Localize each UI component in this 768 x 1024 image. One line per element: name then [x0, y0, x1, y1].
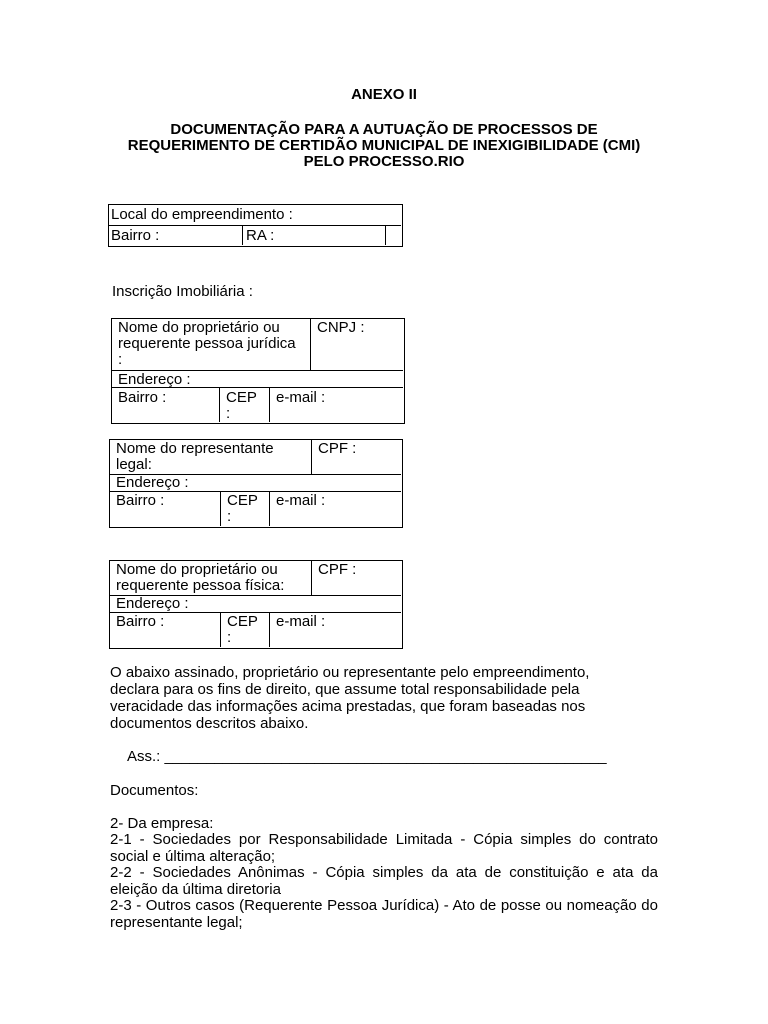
representative-table: [109, 439, 403, 528]
owner-pf-table: [109, 560, 403, 649]
document-title-line-3: PELO PROCESSO.RIO: [303, 153, 465, 170]
owner-pj-name-label-line-2: requerente pessoa jurídica: [118, 335, 296, 352]
owner-pf-name-label-line-1: Nome do proprietário ou: [116, 561, 278, 578]
owner-pf-name-label-line-2: requerente pessoa física:: [116, 577, 285, 594]
table-divider: [385, 225, 386, 245]
table-divider: [220, 612, 221, 647]
representative-name-label-line-1: Nome do representante: [116, 440, 274, 457]
ra-field-label: RA :: [246, 227, 275, 244]
email-field-label: e-mail :: [276, 389, 326, 406]
document-item-2-2: 2-2 - Sociedades Anônimas - Cópia simples da ata de constituição e ata da eleição da última diretoria: [110, 864, 658, 898]
table-divider: [269, 612, 270, 647]
table-divider: [311, 561, 312, 595]
document-title-line-2: REQUERIMENTO DE CERTIDÃO MUNICIPAL DE INEXIGIBILIDADE (CMI): [127, 137, 641, 154]
signature-line: Ass.: _____________________________________________________: [127, 748, 607, 765]
table-divider: [242, 225, 243, 245]
table-divider: [269, 387, 270, 422]
inscricao-label: Inscrição Imobiliária :: [112, 283, 253, 300]
document-item-2-1: 2-1 - Sociedades por Responsabilidade Limitada - Cópia simples do contrato social e última alteração;: [110, 831, 658, 865]
cep-field-label: CEP: [227, 613, 258, 630]
cep-field-label: CEP: [227, 492, 258, 509]
email-field-label: e-mail :: [276, 492, 326, 509]
table-divider: [109, 225, 401, 226]
table-divider: [220, 491, 221, 526]
documents-section-title: 2- Da empresa:: [110, 815, 214, 832]
table-divider: [269, 491, 270, 526]
cnpj-field-label: CNPJ :: [317, 319, 365, 336]
bairro-field-label: Bairro :: [116, 492, 165, 509]
cep-field-label-colon: :: [227, 508, 232, 525]
cep-field-label-colon: :: [227, 629, 232, 646]
cep-field-label-colon: :: [226, 405, 231, 422]
bairro-field-label: Bairro :: [118, 389, 167, 406]
bairro-field-label: Bairro :: [116, 613, 165, 630]
declaration-line-1: O abaixo assinado, proprietário ou representante pelo empreendimento,: [110, 664, 590, 681]
table-divider: [311, 440, 312, 474]
representative-name-label-line-2: legal:: [116, 456, 152, 473]
email-field-label: e-mail :: [276, 613, 326, 630]
cpf-field-label: CPF :: [318, 561, 357, 578]
bairro-field-label: Bairro :: [111, 227, 160, 244]
endereco-field-label: Endereço :: [118, 371, 191, 388]
declaration-line-2: declara para os fins de direito, que assume total responsabilidade pela: [110, 681, 580, 698]
owner-pj-name-label-line-1: Nome do proprietário ou: [118, 319, 280, 336]
table-divider: [219, 387, 220, 422]
cep-field-label: CEP: [226, 389, 257, 406]
table-divider: [310, 319, 311, 370]
declaration-line-3: veracidade das informações acima prestadas, que foram baseadas nos: [110, 698, 586, 715]
endereco-field-label: Endereço :: [116, 595, 189, 612]
location-table: [108, 204, 403, 247]
declaration-line-4: documentos descritos abaixo.: [110, 715, 309, 732]
document-item-2-3: 2-3 - Outros casos (Requerente Pessoa Jurídica) - Ato de posse ou nomeação do representante legal;: [110, 897, 658, 931]
cpf-field-label: CPF :: [318, 440, 357, 457]
local-field-label: Local do empreendimento :: [111, 206, 293, 223]
documents-heading: Documentos:: [110, 782, 199, 799]
document-title-line-1: DOCUMENTAÇÃO PARA A AUTUAÇÃO DE PROCESSOS DE: [170, 121, 598, 138]
owner-pj-table: [111, 318, 405, 424]
endereco-field-label: Endereço :: [116, 474, 189, 491]
annex-title: ANEXO II: [351, 86, 417, 103]
owner-pj-name-label-line-3: :: [118, 351, 123, 368]
